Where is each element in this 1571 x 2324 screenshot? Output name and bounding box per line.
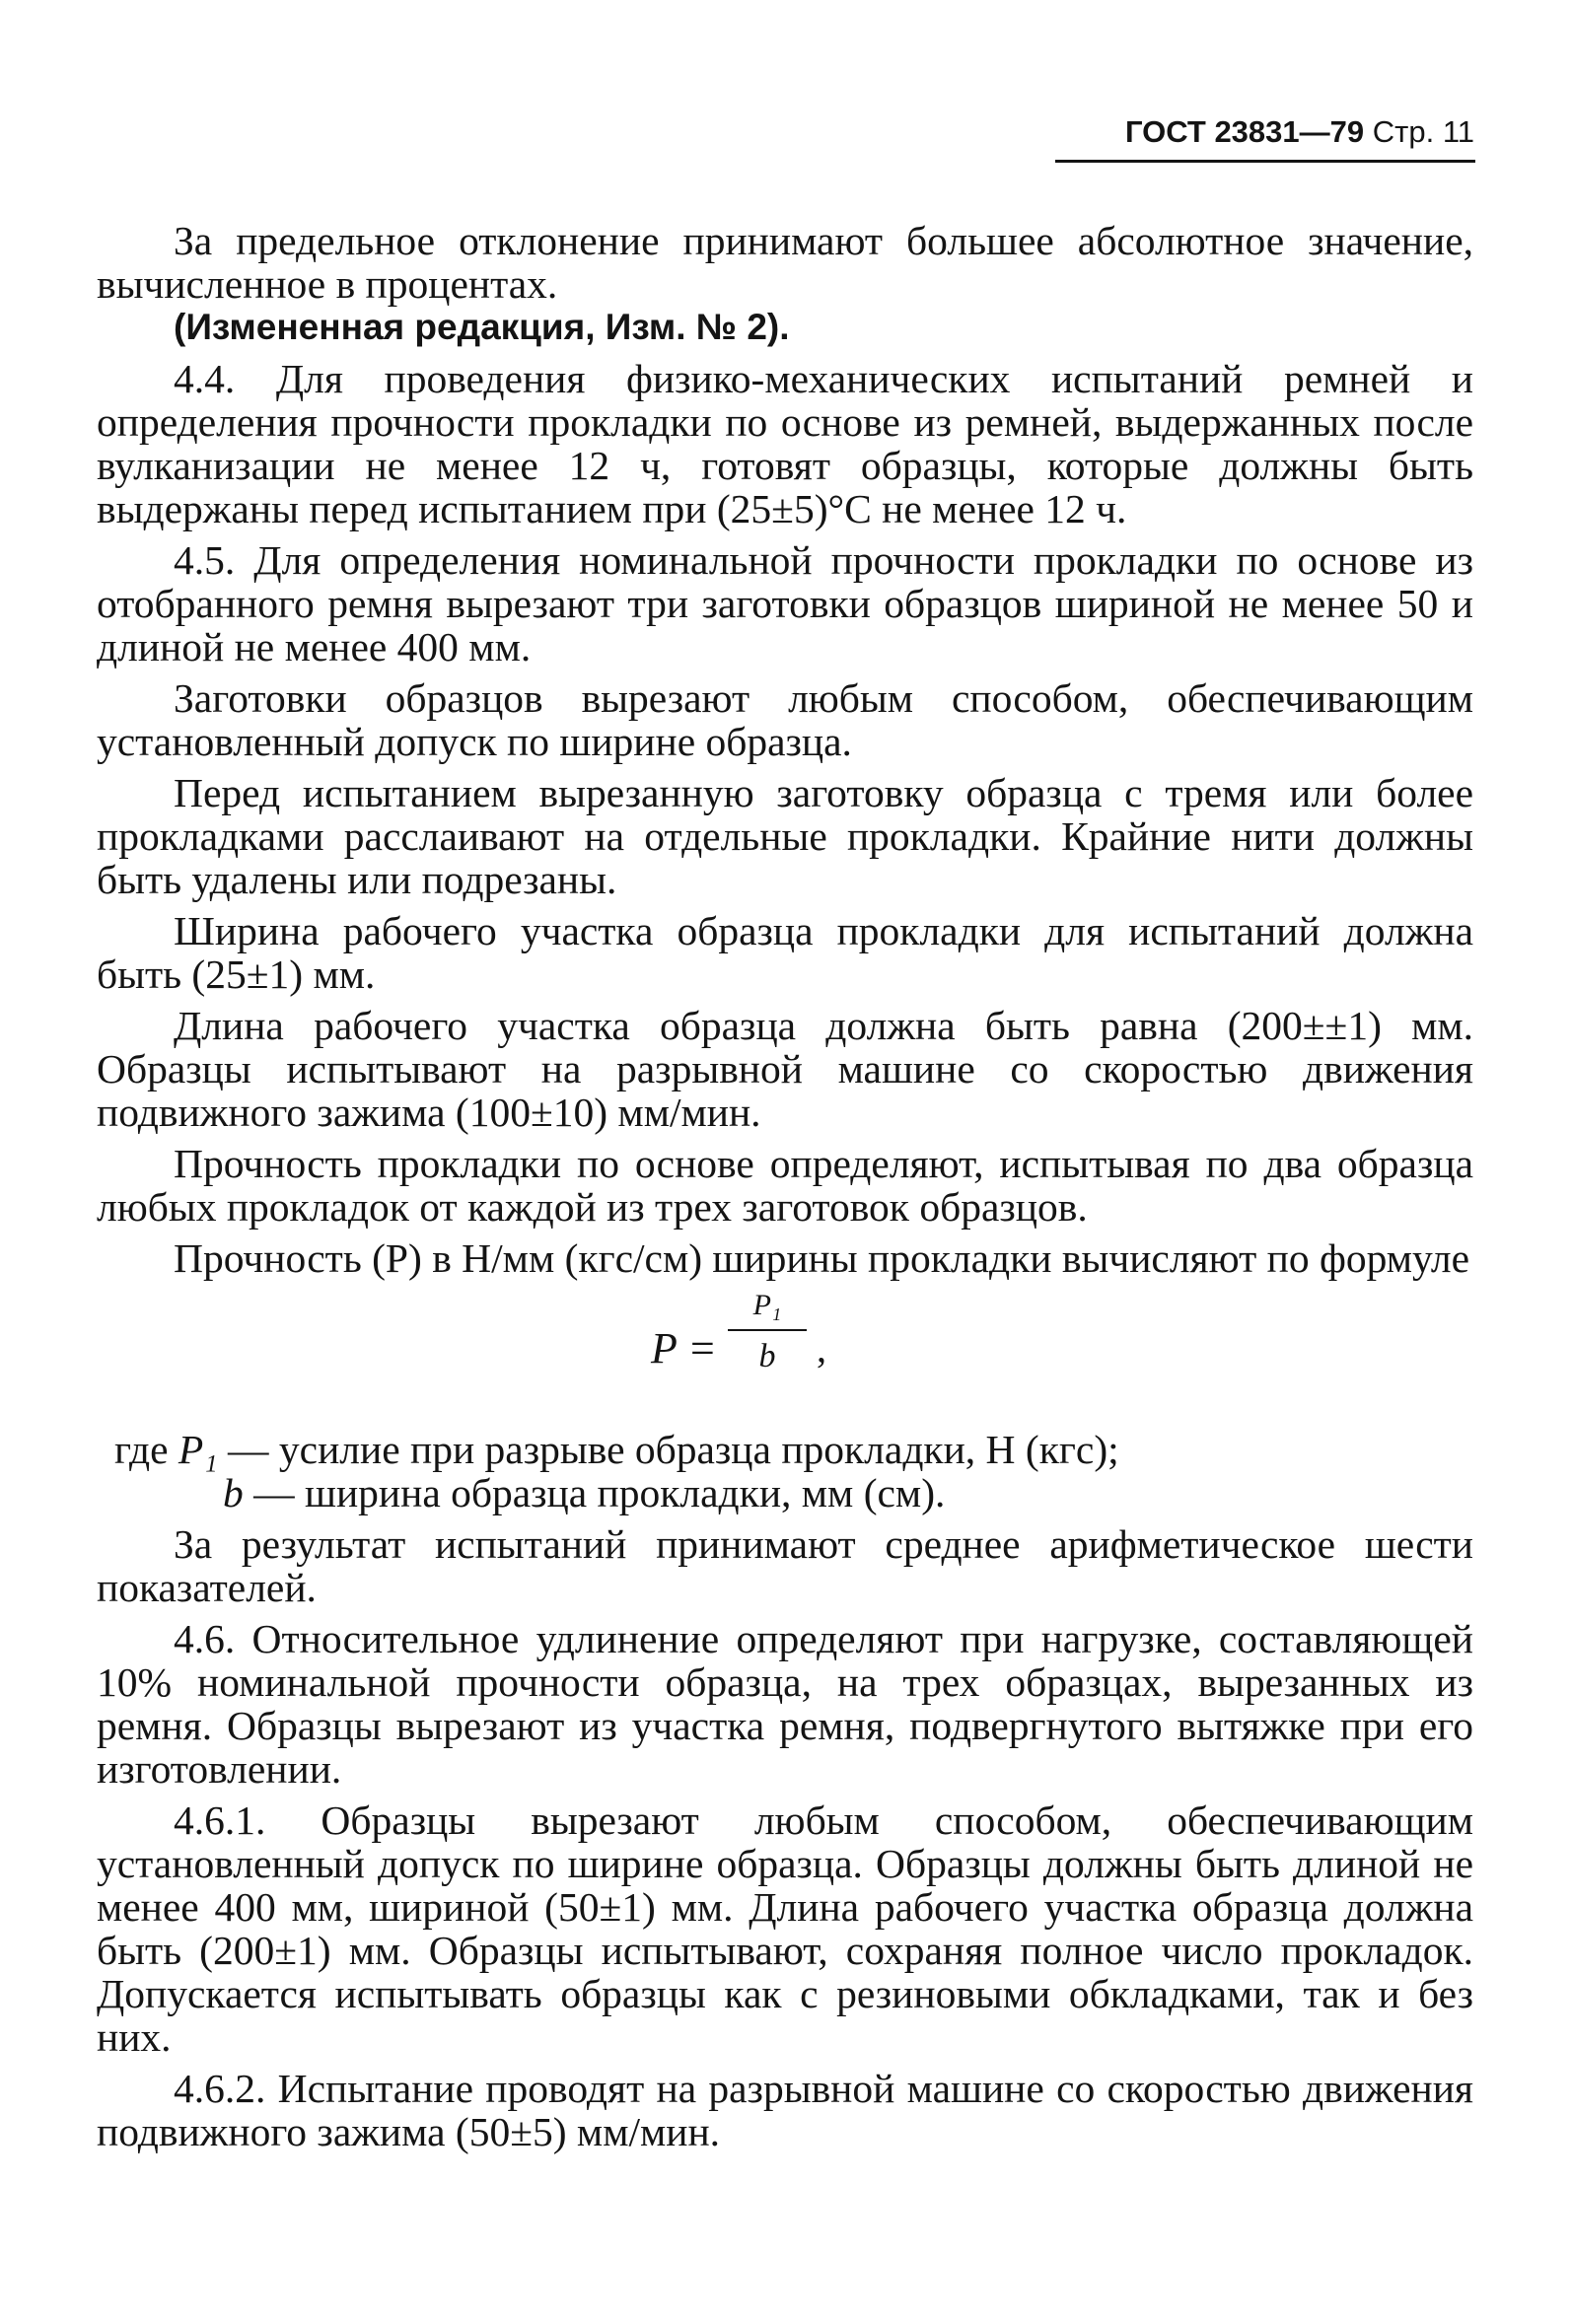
document-id: ГОСТ 23831—79 xyxy=(1125,114,1365,149)
paragraph-working-length: Длина рабочего участка образца должна быть равна (200±±1) мм. Образцы испытывают на разрывной машине со скоростью движения подвижного зажима (100±10) мм/мин. xyxy=(97,1003,1473,1135)
clause-4-5: 4.5. Для определения номинальной прочности прокладки по основе из отобранного ремня вырезают три заготовки образцов шириной не менее 50 и длиной не менее 400 мм. xyxy=(97,537,1473,669)
page-number: Стр. 11 xyxy=(1372,114,1474,149)
formula-comma: , xyxy=(817,1326,826,1371)
clause-4-4: 4.4. Для проведения физико-механических испытаний ремней и определения прочности прокладки по основе из ремней, выдержанных после вулканизации не менее 12 ч, готовят образцы, которые должны быть выдержаны перед испытанием при (25±5)°С не менее 12 ч. xyxy=(97,356,1473,531)
paragraph-delamination: Перед испытанием вырезанную заготовку образца с тремя или более прокладками расслаивают на отдельные прокладки. Крайние нити должны быть удалены или подрезаны. xyxy=(97,770,1473,902)
document-body xyxy=(97,219,1473,2161)
legend-row-b xyxy=(97,1471,1473,1514)
paragraph-cutting-method: Заготовки образцов вырезают любым способом, обеспечивающим установленный допуск по ширине образца. xyxy=(97,675,1473,764)
formula-denominator: b xyxy=(758,1338,776,1374)
page-header xyxy=(1125,114,1474,150)
strength-formula xyxy=(97,1280,1473,1428)
formula-legend xyxy=(97,1428,1473,1514)
paragraph-average-result: За результат испытаний принимают среднее арифметическое шести показателей. xyxy=(97,1521,1473,1610)
fraction-bar xyxy=(728,1329,807,1331)
header-rule xyxy=(1055,160,1475,163)
clause-4-6-1: 4.6.1. Образцы вырезают любым способом, обеспечивающим установленный допуск по ширине образца. Образцы должны быть длиной не менее 400 мм, шириной (50±1) мм. Длина рабочего участка образца должна быть (200±1) мм. Образцы испытывают, сохраняя полное число прокладок. Допускается испытывать образцы как с резиновыми обкладками, так и без них. xyxy=(97,1797,1473,2060)
legend-text-p1: — усилие при разрыве образца прокладки, Н (кгс); xyxy=(228,1427,1119,1472)
paragraph-strength-method: Прочность прокладки по основе определяют, испытывая по два образца любых прокладок от каждой из трех заготовок образцов. xyxy=(97,1141,1473,1230)
legend-prefix: где xyxy=(114,1427,169,1472)
paragraph-limit-deviation: За предельное отклонение принимают большее абсолютное значение, вычисленное в процентах. xyxy=(97,218,1473,307)
legend-row-p1 xyxy=(97,1428,1473,1471)
legend-symbol-p1: P₁ xyxy=(178,1427,218,1472)
legend-text-b: — ширина образца прокладки, мм (см). xyxy=(253,1470,946,1515)
formula-lhs: P = xyxy=(651,1324,717,1373)
paragraph-strength-formula-intro: Прочность (P) в Н/мм (кгс/см) ширины прокладки вычисляют по формуле xyxy=(174,1235,1470,1281)
formula-numerator: P₁ xyxy=(752,1289,782,1321)
paragraph-working-width: Ширина рабочего участка образца прокладки для испытаний должна быть (25±1) мм. xyxy=(97,908,1473,997)
clause-4-6-2: 4.6.2. Испытание проводят на разрывной машине со скоростью движения подвижного зажима (50±5) мм/мин. xyxy=(97,2066,1473,2154)
formula-fraction xyxy=(728,1286,807,1376)
clause-4-6: 4.6. Относительное удлинение определяют при нагрузке, составляющей 10% номинальной прочности образца, на трех образцах, вырезанных из ремня. Образцы вырезают из участка ремня, подвергнутого вытяжке при его изготовлении. xyxy=(97,1616,1473,1792)
legend-symbol-b: b xyxy=(223,1470,244,1515)
amendment-note: (Измененная редакция, Изм. № 2). xyxy=(174,307,790,347)
